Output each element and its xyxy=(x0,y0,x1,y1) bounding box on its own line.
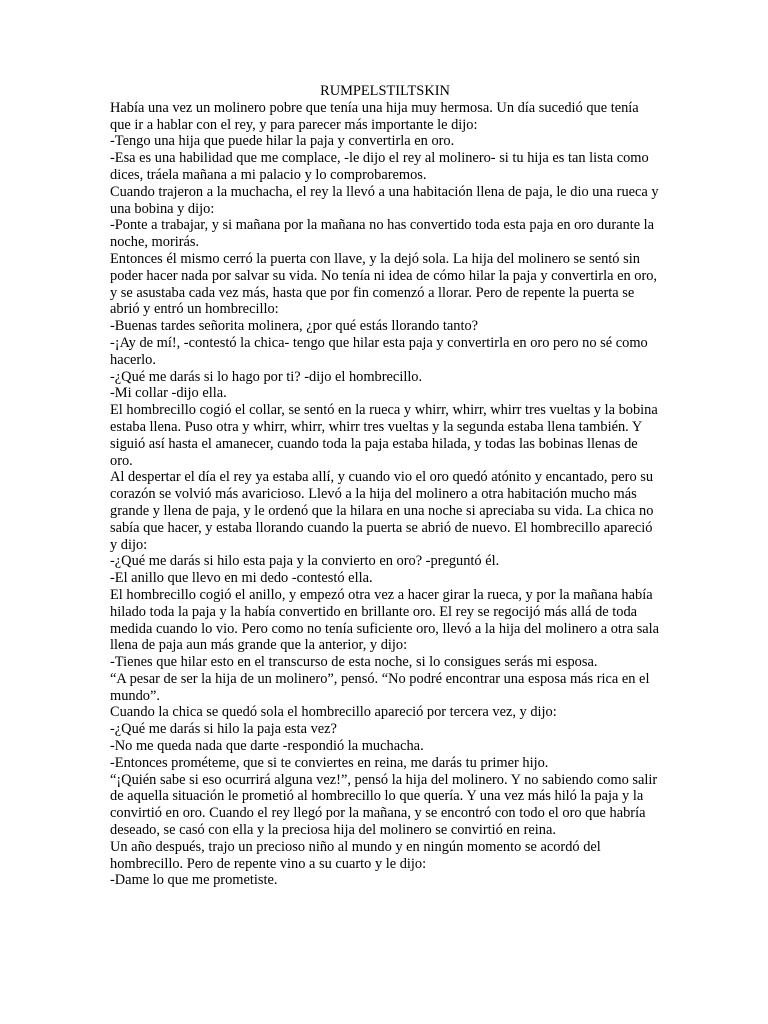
paragraph: El hombrecillo cogió el anillo, y empezó otra vez a hacer girar la rueca, y por la mañana había hilado toda la paja y la había convertido en brillante oro. El rey se regocijó más allá de toda medida cuando lo vio. Pero como no tenía suficiente oro, llevó a la hija del molinero a otra sala llena de paja aun más grande que la anterior, y dijo: xyxy=(110,586,660,654)
paragraph: -No me queda nada que darte -respondió la muchacha. xyxy=(110,738,424,755)
paragraph: Había una vez un molinero pobre que tenía una hija muy hermosa. Un día sucedió que tenía que ir a hablar con el rey, y para parecer más importante le dijo: xyxy=(110,99,639,133)
paragraph: -El anillo que llevo en mi dedo -contestó ella. xyxy=(110,570,373,587)
paragraph: -Tienes que hilar esto en el transcurso de esta noche, si lo consigues serás mi esposa. xyxy=(110,654,598,671)
paragraph: El hombrecillo cogió el collar, se sentó en la rueca y whirr, whirr, whirr tres vueltas y la bobina estaba llena. Puso otra y whirr, whirr, whirr tres vueltas y la segunda estaba llena también. Y siguió así hasta el amanecer, cuando toda la paja estaba hilada, y todas las bobinas llenas de oro. xyxy=(110,402,658,469)
paragraph: Cuando trajeron a la muchacha, el rey la llevó a una habitación llena de paja, le dio una rueca y una bobina y dijo: xyxy=(110,183,659,217)
paragraph: -Mi collar -dijo ella. xyxy=(110,385,227,402)
paragraph: “¡Quién sabe si eso ocurrirá alguna vez!”, pensó la hija del molinero. Y no sabiendo como salir de aquella situación le prometió al hombrecillo lo que quería. Y una vez más hiló la paja y la convirtió en oro. Cuando el rey llegó por la mañana, y se encontró con todo el oro que habría deseado, se casó con ella y la preciosa hija del molinero se convirtió en reina. xyxy=(110,771,658,839)
paragraph: -¿Qué me darás si hilo la paja esta vez? xyxy=(110,721,337,738)
paragraph: -Tengo una hija que puede hilar la paja y convertirla en oro. xyxy=(110,133,455,150)
document-page xyxy=(110,83,660,889)
paragraph: Entonces él mismo cerró la puerta con llave, y la dejó sola. La hija del molinero se sentó sin poder hacer nada por salvar su vida. No tenía ni idea de cómo hilar la paja y convertirla en oro, y se asustaba cada vez más, hasta que por fin comenzó a llorar. Pero de repente la puerta se abrió y entró un hombrecillo: xyxy=(110,250,658,318)
paragraph: -¿Qué me darás si lo hago por ti? -dijo el hombrecillo. xyxy=(110,368,423,385)
paragraph: -Ponte a trabajar, y si mañana por la mañana no has convertido toda esta paja en oro durante la noche, morirás. xyxy=(110,217,655,251)
paragraph: Al despertar el día el rey ya estaba allí, y cuando vio el oro quedó atónito y encantado, pero su corazón se volvió más avaricioso. Llevó a la hija del molinero a otra habitación mucho más grande y llena de paja, y le ordenó que la hilara en una noche si apreciaba su vida. La chica no sabía que hacer, y estaba llorando cuando la puerta se abrió de nuevo. El hombrecillo apareció y dijo: xyxy=(110,469,654,553)
paragraph: -Entonces prométeme, que si te conviertes en reina, me darás tu primer hijo. xyxy=(110,754,549,771)
paragraph: -¿Qué me darás si hilo esta paja y la convierto en oro? -preguntó él. xyxy=(110,553,500,570)
paragraph: -Buenas tardes señorita molinera, ¿por qué estás llorando tanto? xyxy=(110,318,479,335)
paragraph: Cuando la chica se quedó sola el hombrecillo apareció por tercera vez, y dijo: xyxy=(110,704,557,721)
paragraph: “A pesar de ser la hija de un molinero”, pensó. “No podré encontrar una esposa más rica en el mundo”. xyxy=(110,670,650,704)
paragraph: -¡Ay de mí!, -contestó la chica- tengo que hilar esta paja y convertirla en oro pero no sé como hacerlo. xyxy=(110,334,648,368)
paragraph: Un año después, trajo un precioso niño al mundo y en ningún momento se acordó del hombrecillo. Pero de repente vino a su cuarto y le dijo: xyxy=(110,838,601,872)
paragraph: -Esa es una habilidad que me complace, -le dijo el rey al molinero- si tu hija es tan lista como dices, tráela mañana a mi palacio y lo comprobaremos. xyxy=(110,150,649,183)
document-body xyxy=(110,100,660,889)
paragraph: -Dame lo que me prometiste. xyxy=(110,872,278,889)
document-title: RUMPELSTILTSKIN xyxy=(320,83,450,99)
